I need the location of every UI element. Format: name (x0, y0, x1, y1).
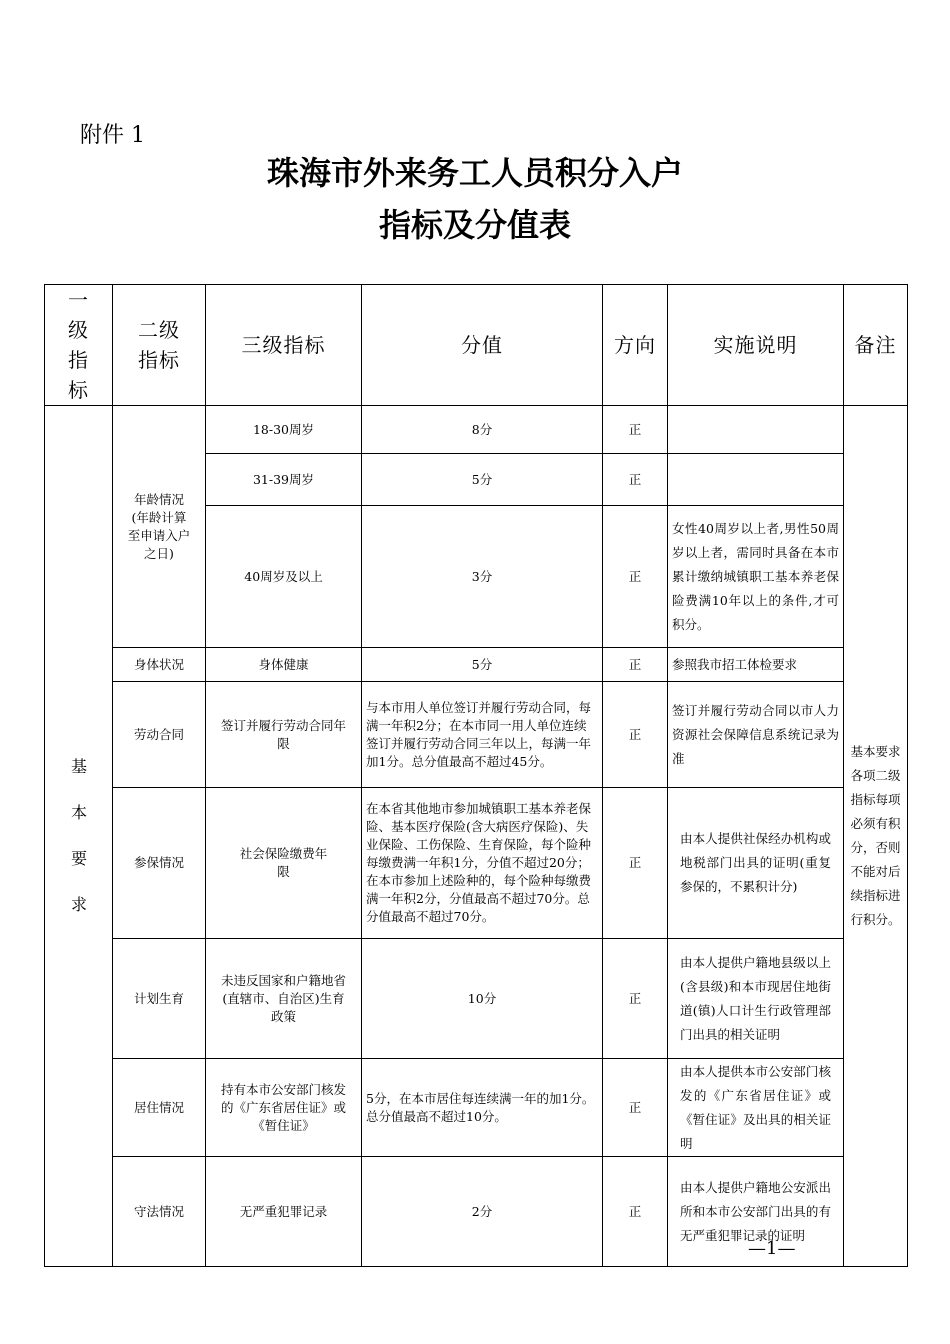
age-explanation-1 (668, 406, 844, 454)
insurance-level3: 社会保险缴费年限 (206, 788, 362, 939)
health-explanation: 参照我市招工体检要求 (668, 648, 844, 682)
table-row (45, 788, 908, 939)
attachment-label: 附件 1 (80, 123, 145, 148)
header-direction: 方向 (603, 285, 668, 406)
age-direction-1: 正 (603, 406, 668, 454)
header-level3: 三级指标 (206, 285, 362, 406)
header-remark: 备注 (844, 285, 908, 406)
family-direction: 正 (603, 939, 668, 1059)
health-direction: 正 (603, 648, 668, 682)
page-number: —1— (748, 1238, 796, 1259)
header-level1: 一级指标 (45, 285, 113, 406)
health-level3: 身体健康 (206, 648, 362, 682)
age-level3-2: 31-39周岁 (206, 454, 362, 506)
header-row (45, 285, 908, 406)
contract-score: 与本市用人单位签订并履行劳动合同，每满一年积2分；在本市同一用人单位连续签订并履行劳动合同三年以上，每满一年加1分。总分值最高不超过45分。 (362, 682, 603, 788)
law-score: 2分 (362, 1157, 603, 1267)
header-level2: 二级指标 (113, 285, 206, 406)
residence-score: 5分，在本市居住每连续满一年的加1分。总分值最高不超过10分。 (362, 1059, 603, 1157)
age-direction-2: 正 (603, 454, 668, 506)
law-direction: 正 (603, 1157, 668, 1267)
insurance-direction: 正 (603, 788, 668, 939)
table-row (45, 682, 908, 788)
table-row (45, 406, 908, 454)
law-explanation: 由本人提供户籍地公安派出所和本市公安部门出具的有无严重犯罪记录的证明 (668, 1157, 844, 1267)
table-row (45, 648, 908, 682)
age-score-2: 5分 (362, 454, 603, 506)
age-score-1: 8分 (362, 406, 603, 454)
age-level3-1: 18-30周岁 (206, 406, 362, 454)
contract-explanation: 签订并履行劳动合同以市人力资源社会保障信息系统记录为准 (668, 682, 844, 788)
contract-level3: 签订并履行劳动合同年限 (206, 682, 362, 788)
residence-level3: 持有本市公安部门核发的《广东省居住证》或《暂住证》 (206, 1059, 362, 1157)
law-level3: 无严重犯罪记录 (206, 1157, 362, 1267)
age-explanation-2 (668, 454, 844, 506)
score-table (44, 284, 908, 1267)
age-score-3: 3分 (362, 506, 603, 648)
table-row (45, 939, 908, 1059)
contract-level2: 劳动合同 (113, 682, 206, 788)
header-score: 分值 (362, 285, 603, 406)
header-explanation: 实施说明 (668, 285, 844, 406)
page-title-line2: 指标及分值表 (378, 206, 571, 244)
page-title-line1: 珠海市外来务工人员积分入户 (266, 154, 683, 192)
family-level2: 计划生育 (113, 939, 206, 1059)
family-score: 10分 (362, 939, 603, 1059)
health-level2: 身体状况 (113, 648, 206, 682)
family-level3: 未违反国家和户籍地省(直辖市、自治区)生育政策 (206, 939, 362, 1059)
insurance-explanation: 由本人提供社保经办机构或地税部门出具的证明(重复参保的，不累积计分) (668, 788, 844, 939)
age-level2: 年龄情况(年龄计算至申请入户之日) (113, 406, 206, 648)
insurance-level2: 参保情况 (113, 788, 206, 939)
level1-cell: 基本要求 (45, 406, 113, 1267)
health-score: 5分 (362, 648, 603, 682)
residence-direction: 正 (603, 1059, 668, 1157)
age-explanation-3: 女性40周岁以上者,男性50周岁以上者，需同时具备在本市累计缴纳城镇职工基本养老保险费满10年以上的条件,才可积分。 (668, 506, 844, 648)
remark-cell: 基本要求各项二级指标每项必须有积分，否则不能对后续指标进行积分。 (844, 406, 908, 1267)
residence-explanation: 由本人提供本市公安部门核发的《广东省居住证》或《暂住证》及出具的相关证明 (668, 1059, 844, 1157)
insurance-score: 在本省其他地市参加城镇职工基本养老保险、基本医疗保险(含大病医疗保险)、失业保险、工伤保险、生育保险，每个险种每缴费满一年积1分，分值不超过20分；在本市参加上述险种的，每个险种每缴费满一年积2分，分值最高不超过70分。总分值最高不超过70分。 (362, 788, 603, 939)
residence-level2: 居住情况 (113, 1059, 206, 1157)
law-level2: 守法情况 (113, 1157, 206, 1267)
contract-direction: 正 (603, 682, 668, 788)
age-level3-3: 40周岁及以上 (206, 506, 362, 648)
table-row (45, 1059, 908, 1157)
age-direction-3: 正 (603, 506, 668, 648)
family-explanation: 由本人提供户籍地县级以上(含县级)和本市现居住地街道(镇)人口计生行政管理部门出具的相关证明 (668, 939, 844, 1059)
